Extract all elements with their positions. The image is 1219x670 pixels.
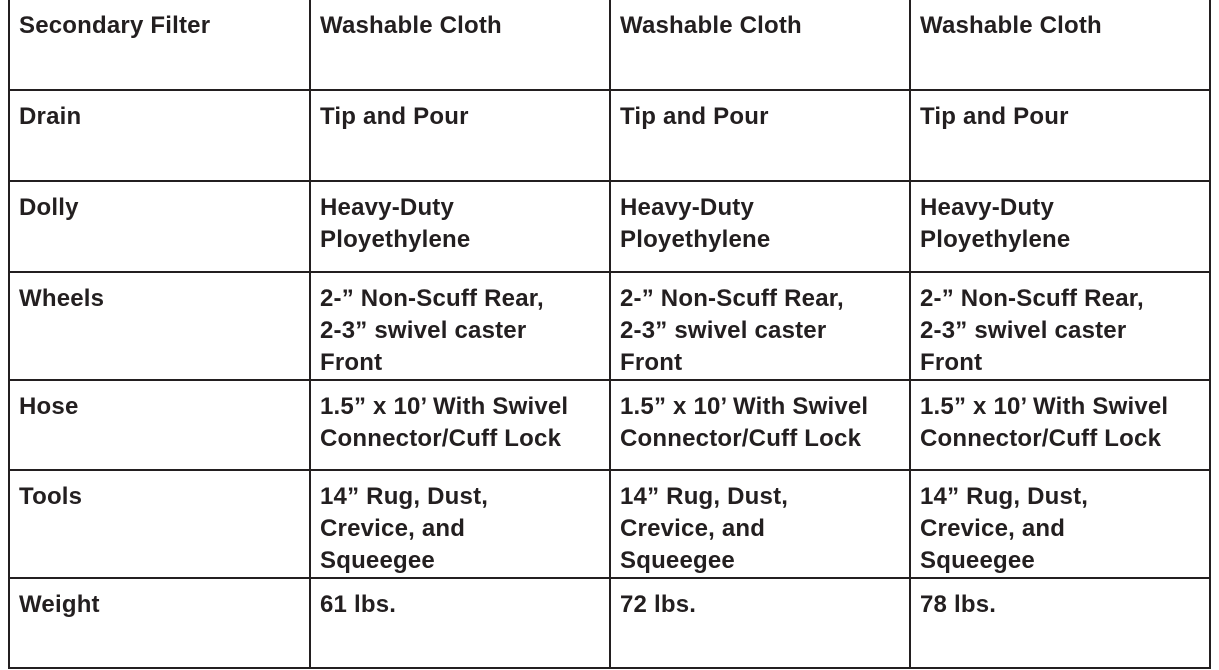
table-cell: Tip and Pour: [910, 90, 1210, 181]
table-cell: 14” Rug, Dust, Crevice, and Squeegee: [310, 470, 610, 578]
table-cell: 2-” Non-Scuff Rear, 2-3” swivel caster Front: [610, 272, 910, 380]
row-label-hose: Hose: [9, 380, 310, 470]
table-cell: 14” Rug, Dust, Crevice, and Squeegee: [610, 470, 910, 578]
row-label-tools: Tools: [9, 470, 310, 578]
table-cell: Heavy-Duty Ployethylene: [610, 181, 910, 272]
table-cell: Washable Cloth: [910, 0, 1210, 90]
table-cell: 2-” Non-Scuff Rear, 2-3” swivel caster Front: [910, 272, 1210, 380]
table-cell: 61 lbs.: [310, 578, 610, 668]
row-label-secondary-filter: Secondary Filter: [9, 0, 310, 90]
table-cell: 14” Rug, Dust, Crevice, and Squeegee: [910, 470, 1210, 578]
table-row: [9, 181, 1210, 272]
table-row: [9, 90, 1210, 181]
table-cell: Tip and Pour: [310, 90, 610, 181]
table-cell: 1.5” x 10’ With Swivel Connector/Cuff Lock: [910, 380, 1210, 470]
table-cell: Heavy-Duty Ployethylene: [310, 181, 610, 272]
row-label-weight: Weight: [9, 578, 310, 668]
table-cell: Heavy-Duty Ployethylene: [910, 181, 1210, 272]
table-row: [9, 272, 1210, 380]
table-cell: Washable Cloth: [610, 0, 910, 90]
table-cell: Washable Cloth: [310, 0, 610, 90]
row-label-wheels: Wheels: [9, 272, 310, 380]
table-cell: 2-” Non-Scuff Rear, 2-3” swivel caster Front: [310, 272, 610, 380]
table-cell: 1.5” x 10’ With Swivel Connector/Cuff Lock: [610, 380, 910, 470]
row-label-dolly: Dolly: [9, 181, 310, 272]
table-row: [9, 578, 1210, 668]
table-cell: Tip and Pour: [610, 90, 910, 181]
table-cell: 1.5” x 10’ With Swivel Connector/Cuff Lock: [310, 380, 610, 470]
row-label-drain: Drain: [9, 90, 310, 181]
table-row: [9, 0, 1210, 90]
spec-table: [8, 0, 1211, 669]
table-cell: 78 lbs.: [910, 578, 1210, 668]
table-cell: 72 lbs.: [610, 578, 910, 668]
table-row: [9, 470, 1210, 578]
table-row: [9, 380, 1210, 470]
